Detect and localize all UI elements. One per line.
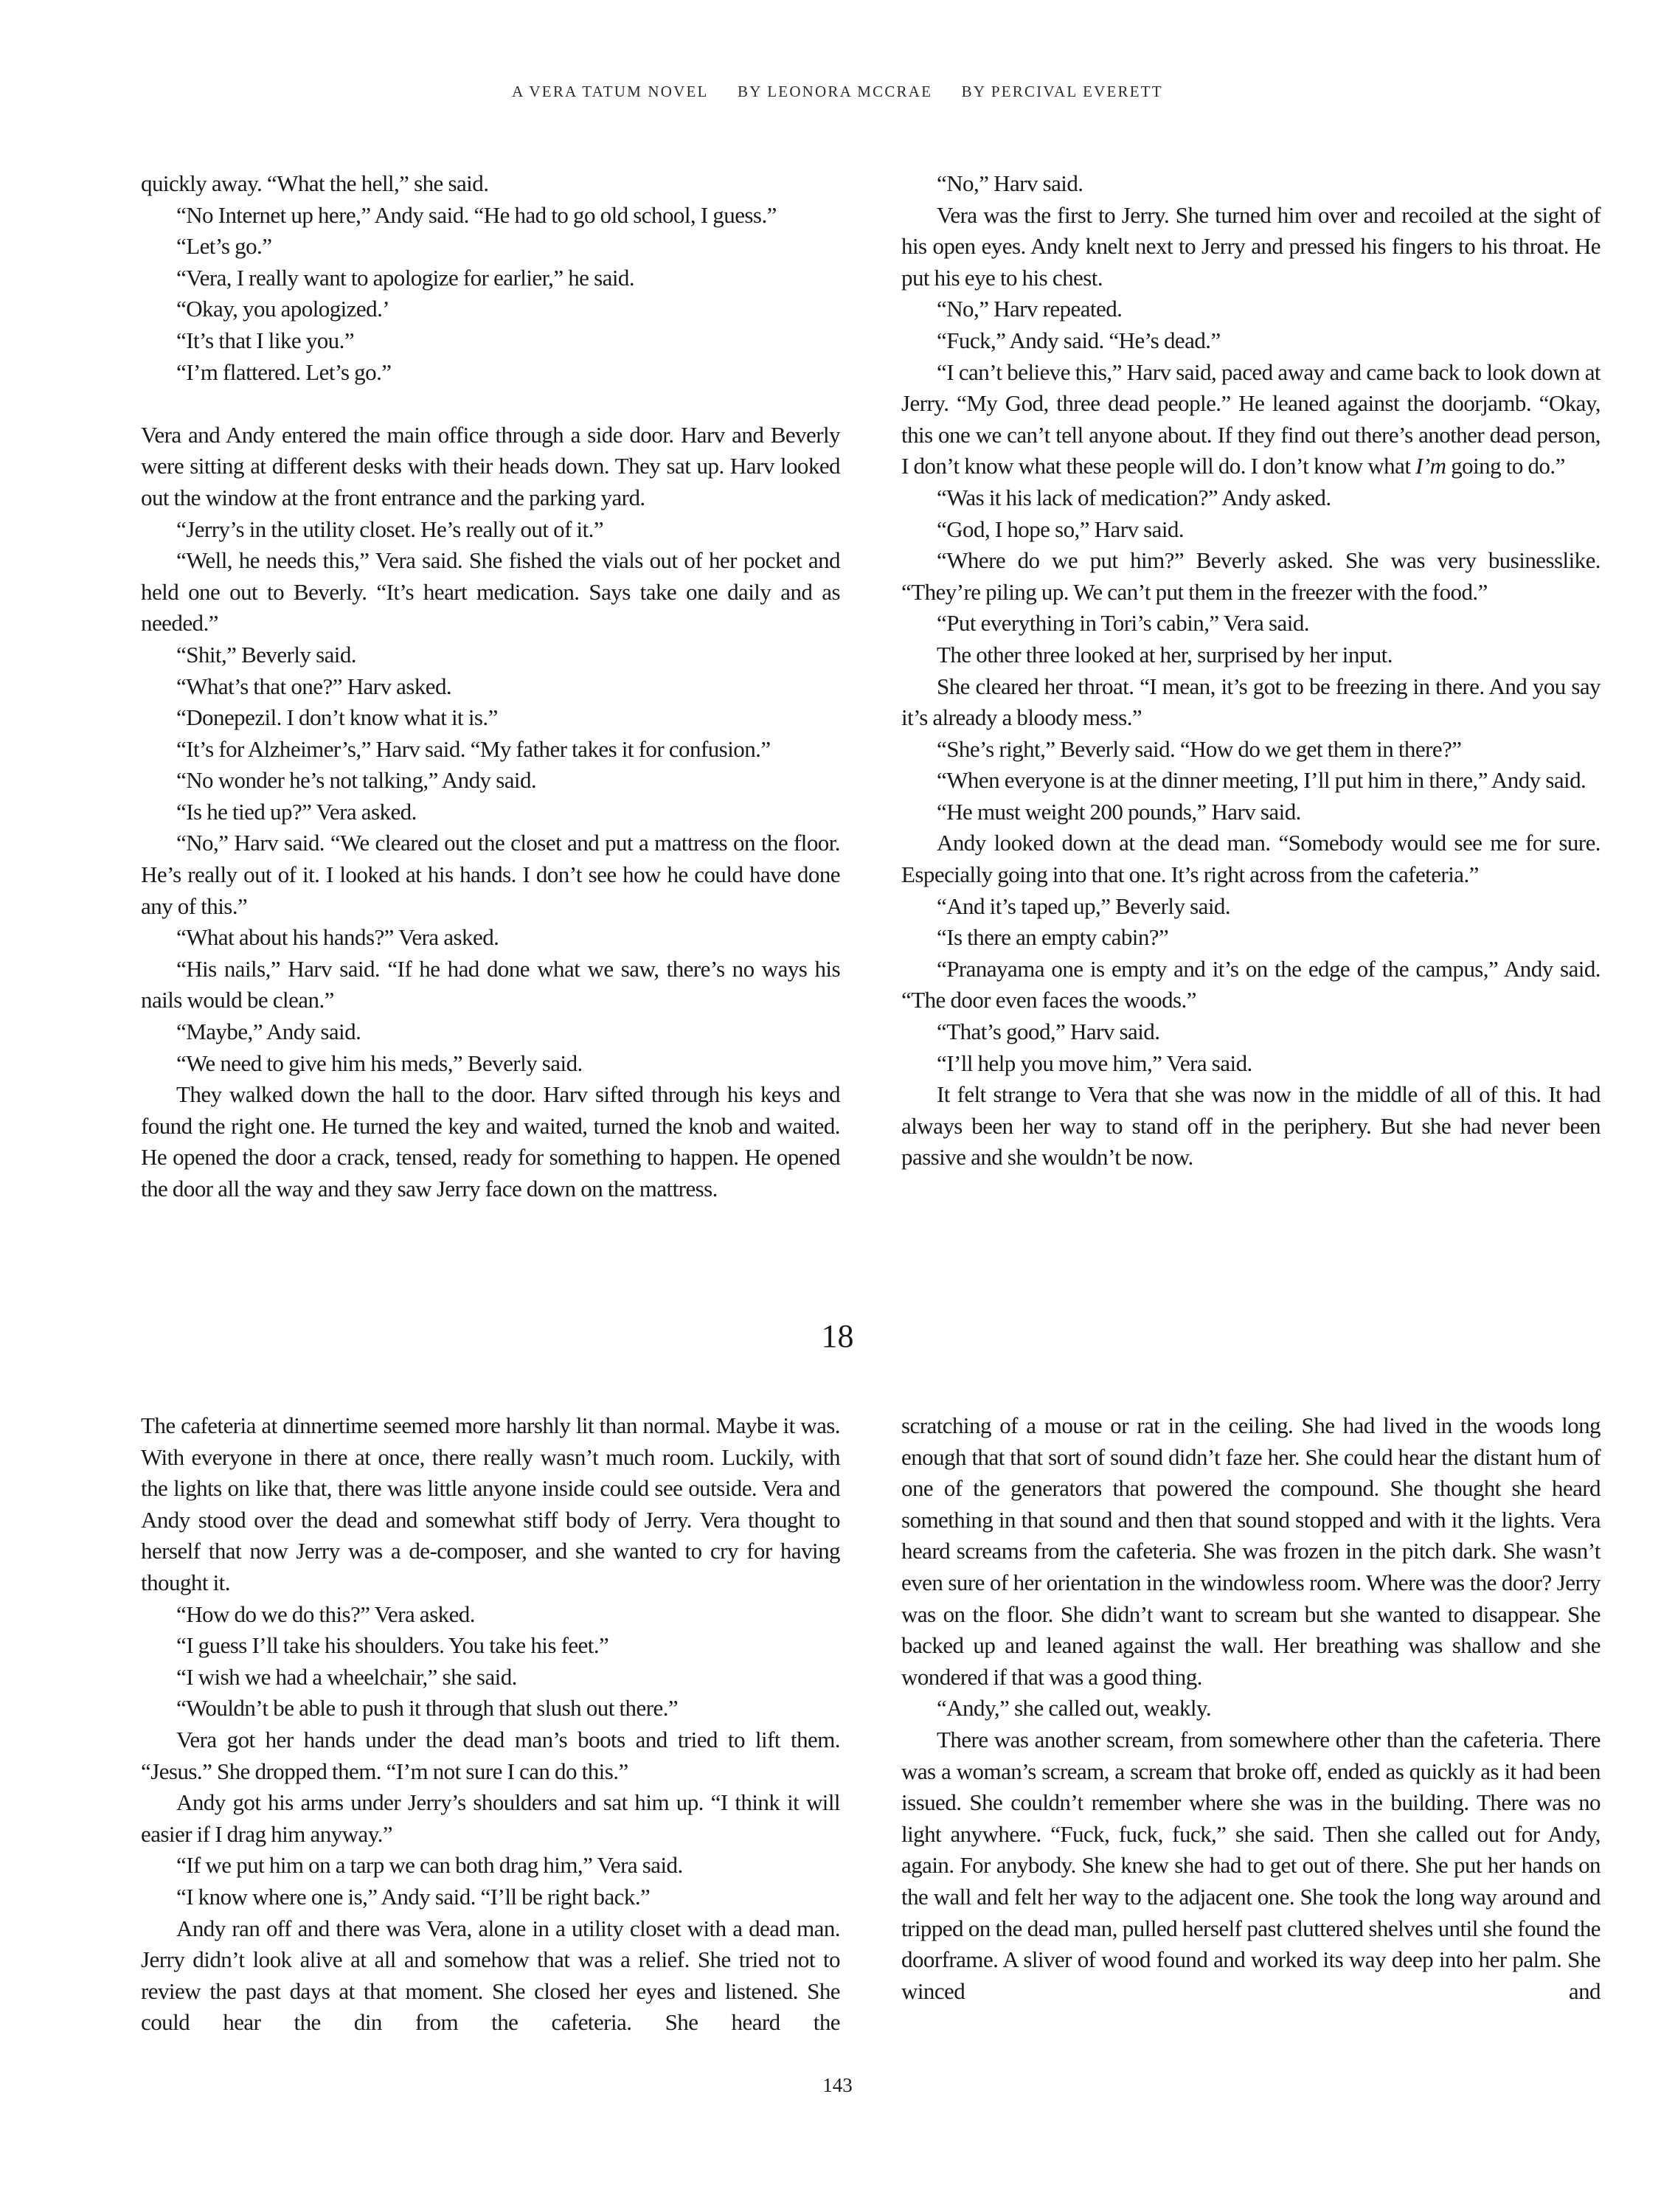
paragraph: “It’s for Alzheimer’s,” Harv said. “My father takes it for confusion.” — [176, 735, 771, 762]
paragraph: “Where do we put him?” Beverly asked. She was very businesslike. “They’re piling up. We can’t put them in the freezer with the food.” — [901, 547, 1601, 605]
page-number: 143 — [822, 2074, 853, 2096]
chapter-number: 18 — [821, 1318, 854, 1354]
paragraph: “Pranayama one is empty and it’s on the edge of the campus,” Andy said. “The door even faces the woods.” — [901, 955, 1601, 1013]
paragraph: “She’s right,” Beverly said. “How do we get them in there?” — [937, 735, 1462, 762]
running-header-author: BY LEONORA MCCRAE — [738, 83, 933, 100]
paragraph: “Andy,” she called out, weakly. — [937, 1695, 1212, 1722]
paragraph: “Fuck,” Andy said. “He’s dead.” — [937, 327, 1221, 353]
paragraph: “Okay, you apologized.’ — [176, 296, 390, 322]
paragraph: “Is he tied up?” Vera asked. — [176, 798, 417, 825]
bottom-right-column — [901, 1410, 1601, 2007]
paragraph: Vera and Andy entered the main office through a side door. Harv and Beverly were sitting at different desks with their heads down. They sat up. Harv looked out the window at the front entrance and the parking yard. — [141, 421, 840, 510]
paragraph: “I’m flattered. Let’s go.” — [176, 358, 392, 385]
paragraph: “I know where one is,” Andy said. “I’ll be right back.” — [176, 1883, 651, 1910]
paragraph: “No Internet up here,” Andy said. “He had to go old school, I guess.” — [176, 201, 777, 228]
paragraph: “God, I hope so,” Harv said. — [937, 516, 1185, 542]
paragraph: “Put everything in Tori’s cabin,” Vera said. — [937, 610, 1309, 637]
paragraph: “No,” Harv said. “We cleared out the closet and put a mattress on the floor. He’s really out of it. I looked at his hands. I don’t see how he could have done any of this.” — [141, 830, 840, 919]
paragraph: “What’s that one?” Harv asked. — [176, 673, 452, 699]
paragraph: “What about his hands?” Vera asked. — [176, 924, 499, 951]
paragraph: Vera got her hands under the dead man’s boots and tried to lift them. “Jesus.” She dropped them. “I’m not sure I can do this.” — [141, 1726, 840, 1784]
paragraph: scratching of a mouse or rat in the ceiling. She had lived in the woods long enough that that sort of sound didn’t faze her. She could hear the distant hum of one of the generators that powered the compound. She thought she heard something in that sound and then that sound stopped and with it the lights. Vera heard screams from the cafeteria. She was frozen in the pitch dark. She wasn’t even sure of her orientation in the windowless room. Where was the door? Jerry was on the floor. She didn’t want to scream but she wanted to disappear. She backed up and leaned against the wall. Her breathing was shallow and she wondered if that was a good thing. — [901, 1412, 1601, 1690]
paragraph: “Shit,” Beverly said. — [176, 641, 357, 668]
paragraph: “Well, he needs this,” Vera said. She fished the vials out of her pocket and held one out to Beverly. “It’s heart medication. Says take one daily and as needed.” — [141, 547, 840, 637]
paragraph — [901, 357, 1601, 482]
paragraph: “Maybe,” Andy said. — [176, 1019, 361, 1045]
paragraph: “I guess I’ll take his shoulders. You take his feet.” — [176, 1632, 609, 1659]
paragraph: Andy looked down at the dead man. “Somebody would see me for sure. Especially going into that one. It’s right across from the cafeteria.” — [901, 830, 1601, 888]
paragraph: “Let’s go.” — [176, 233, 272, 260]
paragraph: “When everyone is at the dinner meeting, I’ll put him in there,” Andy said. — [937, 767, 1586, 794]
paragraph: “I’ll help you move him,” Vera said. — [937, 1050, 1252, 1076]
top-left-column — [141, 168, 840, 1205]
paragraph: “Wouldn’t be able to push it through that slush out there.” — [176, 1695, 679, 1722]
running-header — [0, 83, 1675, 101]
paragraph: “Is there an empty cabin?” — [937, 924, 1169, 951]
bottom-left-column — [141, 1410, 840, 2039]
running-header-author-2: BY PERCIVAL EVERETT — [961, 83, 1163, 100]
paragraph: There was another scream, from somewhere other than the cafeteria. There was a woman’s scream, a scream that broke off, ended as quickly as it had been issued. She couldn’t remember where she was in the building. There was no light anywhere. “Fuck, fuck, fuck,” she said. Then she called out for Andy, again. For anybody. She knew she had to get out of there. She put her hands on the wall and felt her way to the adjacent one. She took the long way around and tripped on the dead man, pulled herself past cluttered shelves until she found the doorframe. A sliver of wood found and worked its way deep into her palm. She winced and — [901, 1726, 1601, 2004]
paragraph: “No wonder he’s not talking,” Andy said. — [176, 767, 537, 794]
paragraph: She cleared her throat. “I mean, it’s got to be freezing in there. And you say it’s already a bloody mess.” — [901, 673, 1601, 731]
paragraph: “That’s good,” Harv said. — [937, 1019, 1160, 1045]
paragraph: “His nails,” Harv said. “If he had done what we saw, there’s no ways his nails would be clean.” — [141, 955, 840, 1013]
running-header-series: A VERA TATUM NOVEL — [512, 83, 709, 100]
paragraph: The other three looked at her, surprised by her input. — [937, 641, 1393, 668]
paragraph: “I wish we had a wheelchair,” she said. — [176, 1663, 517, 1690]
paragraph: “No,” Harv said. — [937, 170, 1083, 196]
paragraph: quickly away. “What the hell,” she said. — [141, 170, 489, 196]
paragraph: “No,” Harv repeated. — [937, 296, 1123, 322]
paragraph: “If we put him on a tarp we can both drag him,” Vera said. — [176, 1852, 683, 1879]
paragraph: “Donepezil. I don’t know what it is.” — [176, 704, 498, 731]
paragraph: The cafeteria at dinnertime seemed more harshly lit than normal. Maybe it was. With everyone in there at once, there really wasn’t much room. Luckily, with the lights on like that, there was little anyone inside could see outside. Vera and Andy stood over the dead and somewhat stiff body of Jerry. Vera thought to herself that now Jerry was a de-composer, and she wanted to cry for having thought it. — [141, 1412, 840, 1595]
text-run: going to do.” — [1446, 453, 1565, 479]
paragraph: Andy got his arms under Jerry’s shoulders and sat him up. “I think it will easier if I drag him anyway.” — [141, 1789, 840, 1847]
paragraph: “He must weight 200 pounds,” Harv said. — [937, 798, 1301, 825]
paragraph: Vera was the first to Jerry. She turned him over and recoiled at the sight of his open eyes. Andy knelt next to Jerry and pressed his fingers to his throat. He put his eye to his chest. — [901, 201, 1601, 291]
text-run: “I can’t believe this,” Harv said, paced away and came back to look down at Jerry. “My God, three dead people.” He leaned against the doorjamb. “Okay, this one we can’t tell anyone about. If they find out there’s another dead person, I don’t know what these people will do. I don’t know what — [901, 358, 1601, 479]
paragraph: They walked down the hall to the door. Harv sifted through his keys and found the right one. He turned the key and waited, turned the knob and waited. He opened the door a crack, tensed, ready for something to happen. He opened the door all the way and they saw Jerry face down on the mattress. — [141, 1081, 840, 1202]
top-right-column — [901, 168, 1601, 1173]
paragraph: Andy ran off and there was Vera, alone in a utility closet with a dead man. Jerry didn’t look alive at all and somehow that was a relief. She tried not to review the past days at that moment. She closed her eyes and listened. She could hear the din from the cafeteria. She heard the — [141, 1915, 840, 2036]
paragraph: “How do we do this?” Vera asked. — [176, 1601, 475, 1627]
paragraph: “Was it his lack of medication?” Andy asked. — [937, 484, 1331, 510]
paragraph: “It’s that I like you.” — [176, 327, 355, 353]
paragraph: It felt strange to Vera that she was now in the middle of all of this. It had always been her way to stand off in the periphery. But she had never been passive and she wouldn’t be now. — [901, 1081, 1601, 1171]
paragraph: “Vera, I really want to apologize for earlier,” he said. — [176, 264, 635, 291]
emphasis: I’m — [1415, 453, 1446, 479]
paragraph: “And it’s taped up,” Beverly said. — [937, 892, 1231, 919]
paragraph: “Jerry’s in the utility closet. He’s really out of it.” — [176, 516, 604, 542]
paragraph: “We need to give him his meds,” Beverly said. — [176, 1050, 583, 1076]
